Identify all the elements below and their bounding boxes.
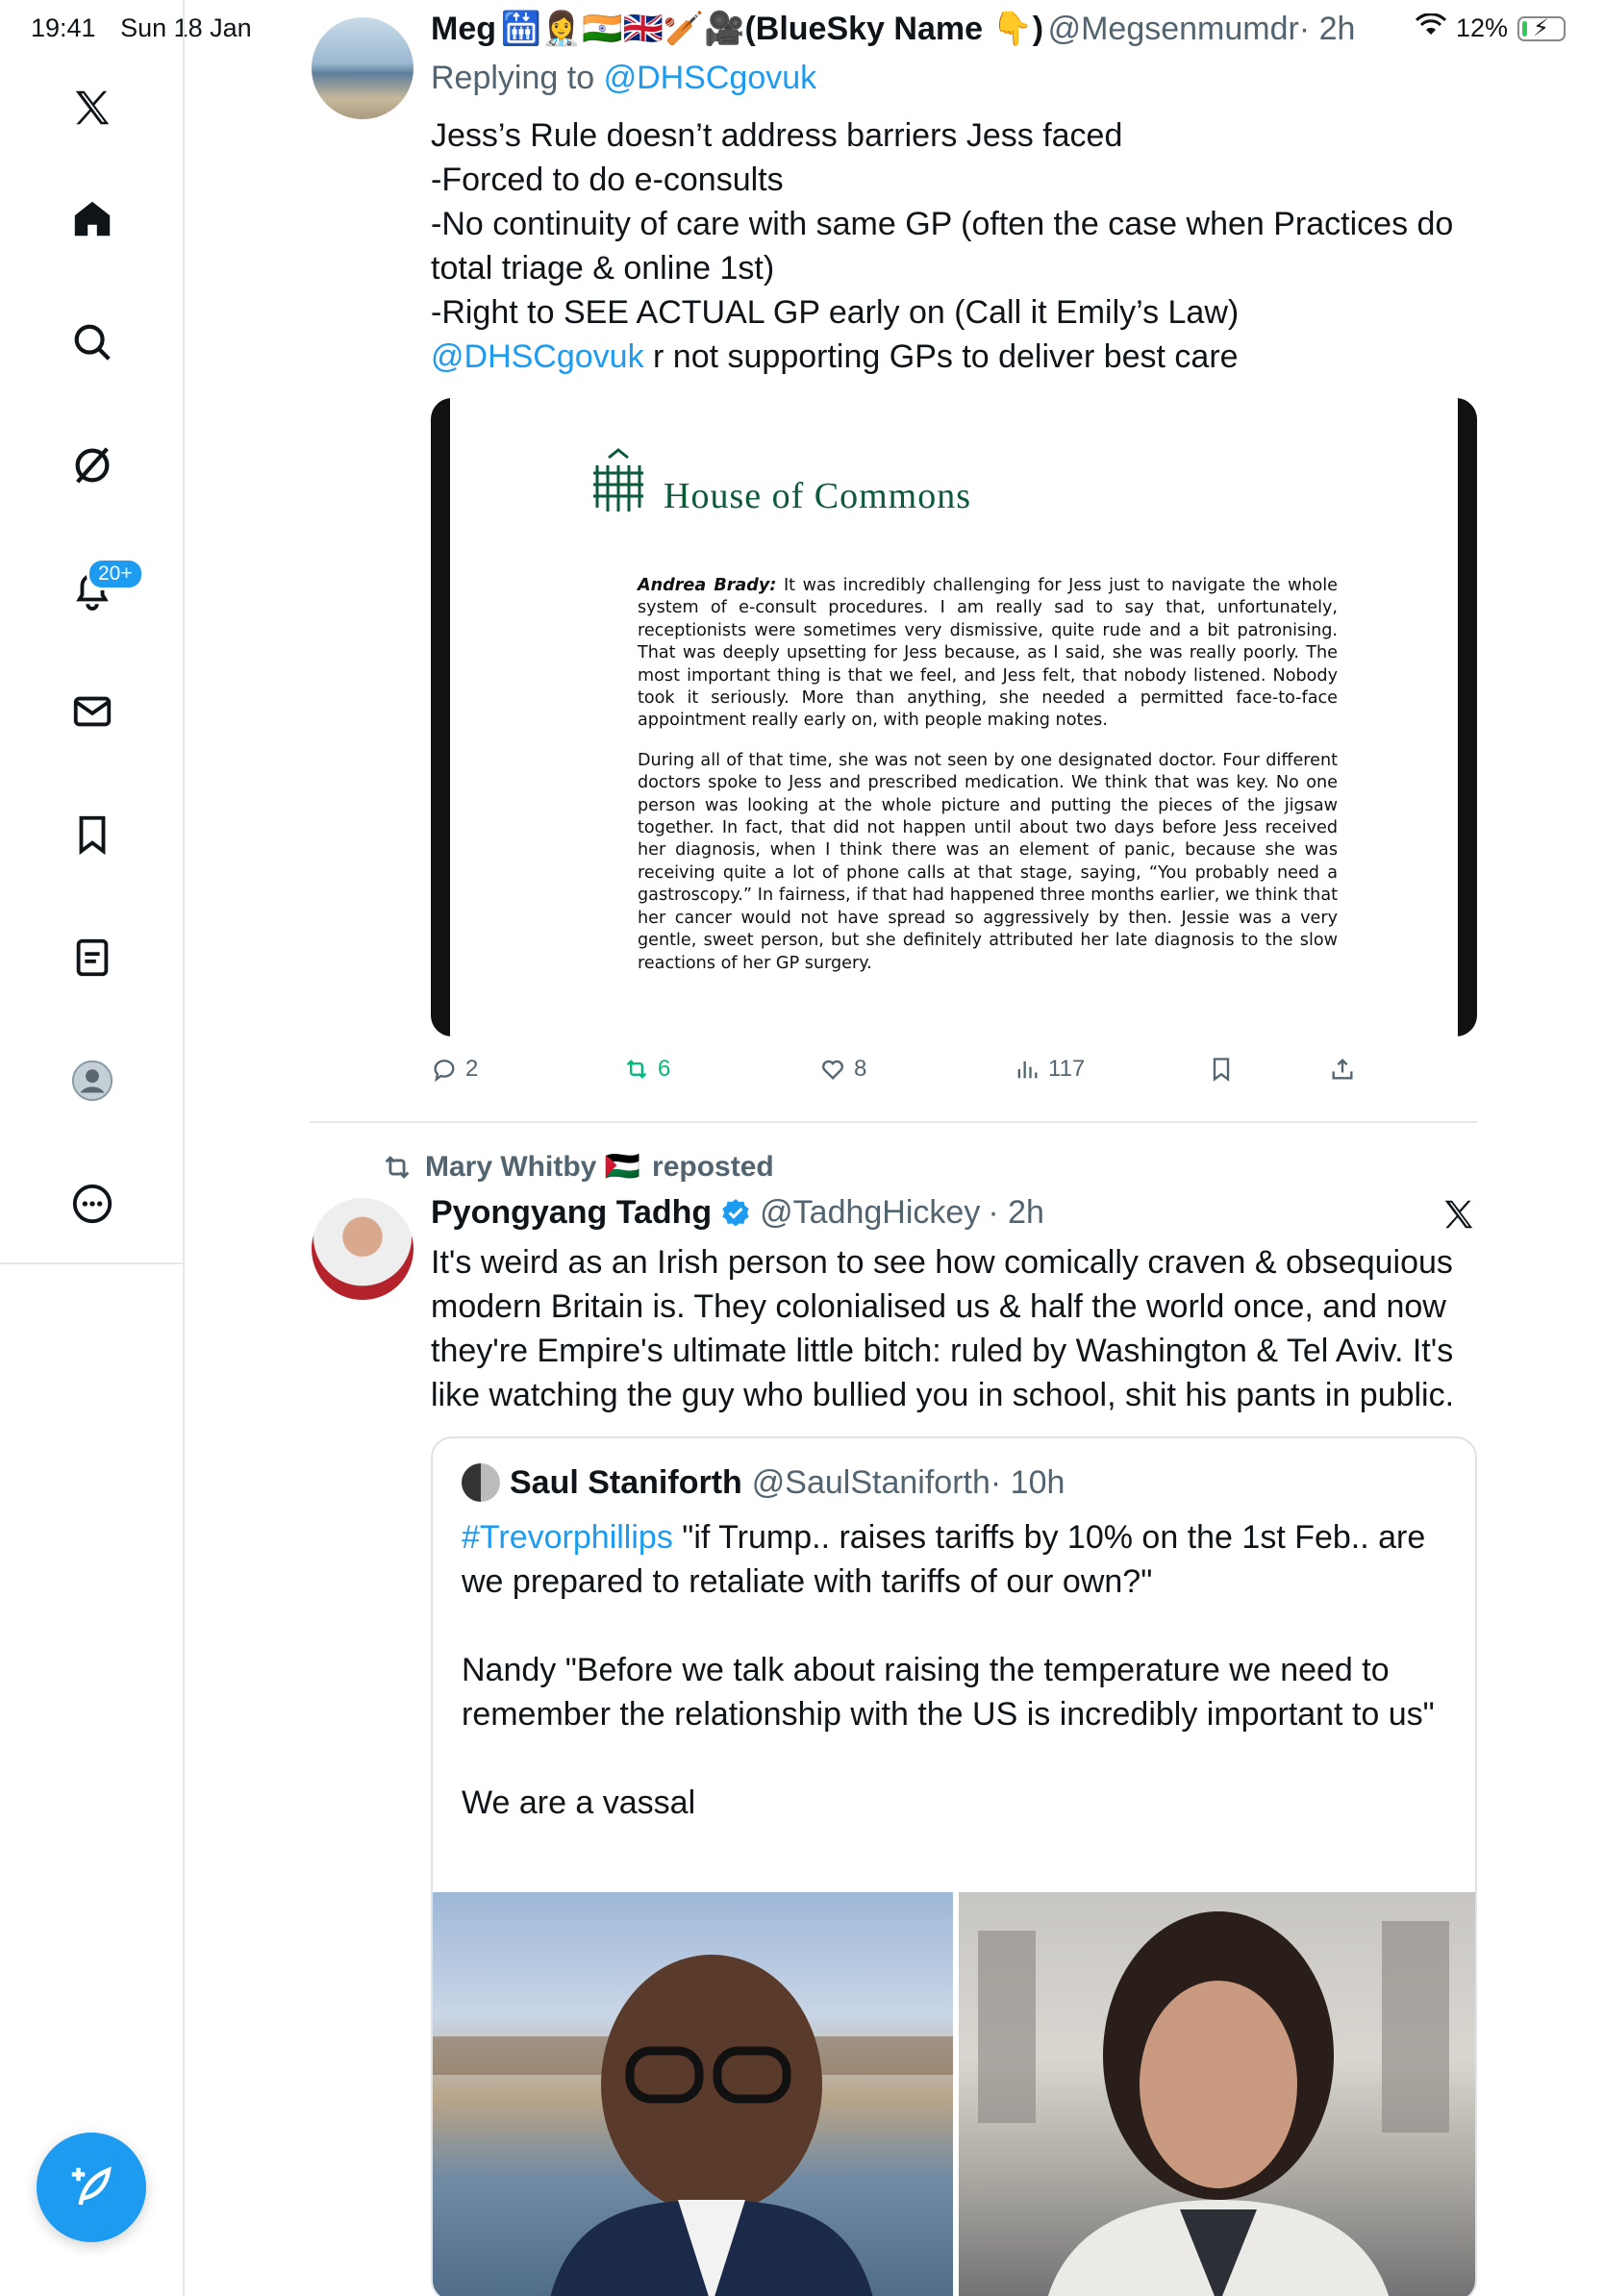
doc-para1: It was incredibly challenging for Jess just to navigate the whole system of e-consult procedures. I am really sad to say that, unfortunately, receptionists were sometimes very dismissive, quite rude and a bit patronising. That was deeply upsetting for Jess because, as I said, she was really poorly. The most important thing is that we feel, and Jess felt, that nobody listened. Nobody took it seriously. More than anything, she needed a permitted face-to-face appointment really early on, with people making notes. [638, 576, 1338, 731]
bookmark-icon [1208, 1056, 1235, 1083]
like-button[interactable] [819, 1056, 866, 1083]
hashtag-link[interactable]: #Trevorphillips [462, 1519, 673, 1556]
portcullis-icon [589, 448, 647, 515]
quote-para2: Nandy "Before we talk about raising the temperature we need to remember the relationship with the US is incredibly important to us" [462, 1652, 1435, 1733]
quote-para3: We are a vassal [462, 1784, 696, 1821]
reposter-name[interactable]: Mary Whitby 🇵🇸 [425, 1151, 641, 1183]
share-button[interactable] [1329, 1056, 1356, 1083]
lisa-nandy-photo[interactable] [959, 1892, 1477, 2296]
tweet2-handle[interactable]: @TadhgHickey [760, 1194, 981, 1231]
compose-button[interactable] [37, 2133, 146, 2242]
doc-para2: During all of that time, she was not seen by one designated doctor. Four different doctors spoke to Jess and prescribed medication. We think that was key. No one person was looking at the whole picture and putting the pieces of the jigsaw together. In fact, that did not happen until about two days before Jess received her diagnosis, when I think there was an element of panic, because she was receiving quite a lot of phone calls at that stage, saying, “You probably need a gastroscopy.” In fairness, if that had happened three months earlier, we think that her cancer would not have spread so aggressively by then. Jessie was a very gentle, sweet person, but she definitely attributed her late diagnosis to the slow reactions of her GP surgery. [638, 750, 1338, 973]
tweet2-header [431, 1194, 1044, 1232]
heart-icon [819, 1056, 846, 1083]
repost-icon [381, 1151, 414, 1184]
like-count: 8 [854, 1056, 867, 1082]
battery-percent: 12% [1455, 13, 1508, 42]
tweet1-line: total triage & online 1st) [431, 250, 775, 287]
reply-icon [431, 1056, 458, 1083]
home-icon[interactable] [65, 192, 119, 246]
tweet1-replying-to [431, 60, 816, 97]
status-bar-right [1416, 13, 1566, 43]
tweet1-last-line [431, 335, 1479, 379]
wifi-icon [1416, 13, 1446, 43]
tweet1-body [431, 113, 1479, 379]
repost-count: 6 [658, 1056, 671, 1082]
tweet1-line: Jess’s Rule doesn’t address barriers Jess faced [431, 117, 1123, 154]
quote-header [462, 1463, 1065, 1502]
quote-media[interactable] [433, 1892, 1477, 2296]
tweet2-body: It's weird as an Irish person to see how comically craven & obsequious modern Britain is. They colonialised us & half the world once, and now they're Empire's ultimate little bitch: ruled by Washington & Tel Aviv. It's like watching the guy who bullied you in school, shit his pants in public. [431, 1244, 1455, 1413]
tweet1-handle[interactable]: @Megsenmumdr [1047, 11, 1299, 47]
profile-avatar-icon[interactable] [65, 1054, 119, 1108]
tweet1-line: -Right to SEE ACTUAL GP early on (Call it Emily’s Law) [431, 294, 1240, 331]
doc-speaker: Andrea Brady: [638, 576, 777, 595]
sidebar-border [183, 1264, 185, 2296]
trevor-phillips-photo[interactable] [433, 1892, 953, 2296]
tweet1-bluesky-label: (BlueSky Name 👇) [744, 11, 1044, 47]
quote-handle [752, 1464, 1065, 1502]
x-logo-icon[interactable] [65, 81, 119, 135]
repost-banner[interactable] [381, 1150, 774, 1184]
reply-count: 2 [465, 1056, 479, 1082]
tweet2-avatar[interactable] [312, 1198, 414, 1300]
quote-avatar[interactable] [462, 1463, 500, 1502]
quote-time: · 10h [990, 1463, 1065, 1501]
quoted-tweet[interactable] [431, 1436, 1477, 2296]
grok-icon[interactable] [65, 438, 119, 492]
repost-icon [623, 1056, 650, 1083]
views-icon [1014, 1056, 1040, 1083]
quote-para1 [462, 1515, 1452, 1604]
photo-person-left [433, 1892, 953, 2296]
tweet1-mention[interactable]: @DHSCgovuk [431, 338, 644, 375]
tweet1-image[interactable] [431, 398, 1477, 1036]
hoc-transcript [638, 575, 1338, 992]
verified-badge-icon [719, 1197, 752, 1230]
x-brand-icon [1441, 1196, 1477, 1237]
reposted-label: reposted [652, 1150, 774, 1183]
views-button[interactable] [1014, 1056, 1085, 1083]
messages-icon[interactable] [65, 685, 119, 738]
bookmarks-icon[interactable] [65, 808, 119, 861]
more-icon[interactable] [65, 1177, 119, 1231]
repost-button[interactable] [623, 1056, 670, 1083]
tweet1-line: -Forced to do e-consults [431, 162, 784, 198]
tweet1-time[interactable]: · 2h [1298, 11, 1356, 47]
quote-author-name[interactable]: Saul Staniforth [510, 1463, 742, 1501]
notifications-badge: 20+ [87, 558, 144, 590]
reply-button[interactable] [431, 1056, 478, 1083]
quote-handle-text[interactable]: @SaulStaniforth [751, 1463, 990, 1501]
tweet1-author-name[interactable]: Meg [431, 11, 496, 47]
hoc-document [450, 398, 1458, 1036]
photo-person-right [959, 1892, 1477, 2296]
tweet2-author-name[interactable]: Pyongyang Tadhg [431, 1194, 713, 1231]
lists-icon[interactable] [65, 931, 119, 985]
tweet1-name-emoji: 🛗👩‍⚕️🇮🇳🇬🇧🏏🎥 [500, 11, 745, 47]
tweet-divider [310, 1121, 1477, 1123]
views-count: 117 [1048, 1056, 1086, 1082]
tweet1-header [431, 10, 1355, 48]
quote-line1: "if Trump.. raises tariffs by 10% on the 1st Feb.. are we prepared to retaliate with tariffs of our own?" [462, 1519, 1426, 1600]
hoc-title: House of Commons [664, 476, 971, 516]
clock: 19:41 [31, 13, 96, 42]
battery-icon: ⚡ [1517, 16, 1566, 41]
replying-handle[interactable]: @DHSCgovuk [603, 60, 817, 96]
compose-feather-icon [65, 2161, 117, 2213]
date: Sun 18 Jan [120, 13, 252, 42]
sidebar [0, 0, 185, 1264]
replying-label: Replying to [431, 60, 595, 96]
tweet2-time[interactable]: · 2h [988, 1194, 1044, 1231]
tweet1-avatar[interactable] [312, 17, 414, 119]
share-icon [1329, 1056, 1356, 1083]
tweet1-last-line-text: r not supporting GPs to deliver best care [643, 338, 1239, 375]
search-icon[interactable] [65, 315, 119, 369]
bookmark-button[interactable] [1208, 1056, 1235, 1083]
tweet1-line: -No continuity of care with same GP (often the case when Practices do [431, 206, 1454, 242]
quote-body [462, 1515, 1452, 1825]
